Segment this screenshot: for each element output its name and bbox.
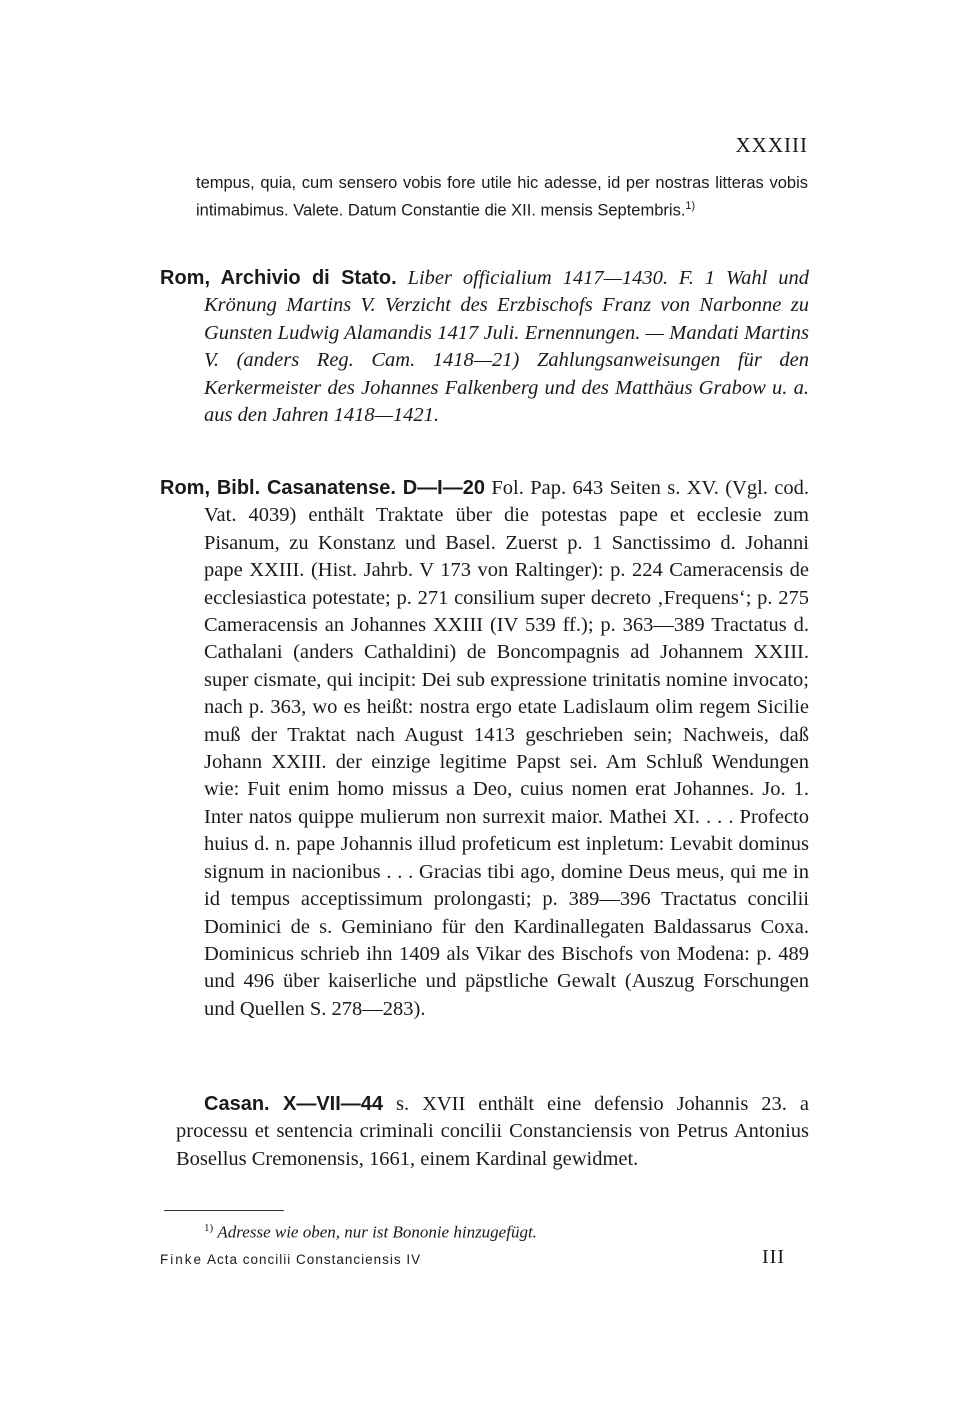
- page-number: XXXIII: [735, 133, 808, 157]
- footer-signature: [160, 1252, 421, 1267]
- footer-title: Acta concilii Constanciensis IV: [207, 1252, 422, 1267]
- footnote-divider: [164, 1210, 284, 1211]
- entry-body-wrapper: [176, 1091, 809, 1173]
- footer-author: Finke: [160, 1252, 204, 1267]
- footnote: [204, 1222, 537, 1243]
- entry-body-wrapper: [160, 265, 809, 429]
- entry-body: Liber officialium 1417—1430. F. 1 Wahl und Krönung Martins V. Verzicht des Erzbischofs Franz von Narbonne zu Gunsten Ludwig Alamandis 1417 Juli. Ernennungen. — Mandati Martins V. (anders Reg. Cam. 1418—21) Zahlungsanweisungen für den Kerkermeister des Johannes Falkenberg und des Matthäus Grabow u. a. aus den Jahren 1418—1421.: [204, 267, 810, 427]
- entry-heading: Rom, Bibl. Casanatense. D—I—20: [160, 477, 485, 499]
- entry-heading: Casan. X—VII—44: [204, 1093, 384, 1115]
- entry-body-wrapper: [160, 475, 809, 1023]
- footnote-reference: 1): [685, 199, 696, 212]
- footnote-text: Adresse wie oben, nur ist Bononie hinzugefügt.: [217, 1222, 537, 1242]
- entry-casanatense-d-i-20: [160, 475, 809, 1023]
- continuation-text: tempus, quia, cum sensero vobis fore utile hic adesse, id per nostras litteras vobis intimabimus. Valete. Datum Constantie die XII. mensis Septembris.: [196, 174, 808, 219]
- entry-body: s. XVII enthält eine defensio Johannis 23. a processu et sentencia criminali concilii Constanciensis von Petrus Antonius Bosellus Cremonensis, 1661, einem Kardinal gewidmet.: [176, 1093, 809, 1170]
- continuation-paragraph: [196, 172, 808, 222]
- entry-heading: Rom, Archivio di Stato.: [160, 267, 397, 289]
- footnote-marker: 1): [204, 1222, 214, 1234]
- entry-archivio-di-stato: [160, 265, 809, 429]
- entry-body: Fol. Pap. 643 Seiten s. XV. (Vgl. cod. Vat. 4039) enthält Traktate über die potestas pape et ecclesie zum Pisanum, zu Konstanz und Basel. Zuerst p. 1 Sanctissimo d. Johanni pape XXIII. (Hist. Jahrb. V 173 von Raltinger): p. 224 Cameracensis de ecclesiastica potestate; p. 271 consilium super decreto ‚Frequens‘; p. 275 Cameracensis an Johannes XXIII (IV 539 ff.); p. 363—389 Tractatus d. Cathalani (anders Cathaldini) de Boncompagnis ad Johannem XXIII. super cismate, qui incipit: Dei sub expressione trinitatis nomine invocato; nach p. 363, wo es heißt: nostra ergo etate Ladislaum olim regem Sicilie muß der Traktat nach August 1413 geschrieben sein; Nachweis, daß Johann XXIII. der einzige legitime Papst sei. Am Schluß Wendungen wie: Fuit enim homo missus a Deo, cuius nomen erat Johannes. Jo. 1. Inter natos quippe mulierum non surrexit maior. Mathei XI. . . . Profecto huius d. n. pape Johannis illud profeticum est inpletum: Levabit dominus signum in nacionibus . . . Gracias tibi ago, domine Deus meus, qui me in id tempus acceptissimum prolongasti; p. 389—396 Tractatus concilii Dominici de s. Geminiano für den Kardinallegaten Baldassarus Coxa. Dominicus schrieb ihn 1409 als Vikar des Bischofs von Modena: p. 489 und 496 über kaiserliche und päpstliche Gewalt (Auszug Forschungen und Quellen S. 278—283).: [204, 477, 810, 1020]
- sheet-number: III: [762, 1246, 785, 1268]
- entry-casanatense-x-vii-44: [176, 1091, 809, 1173]
